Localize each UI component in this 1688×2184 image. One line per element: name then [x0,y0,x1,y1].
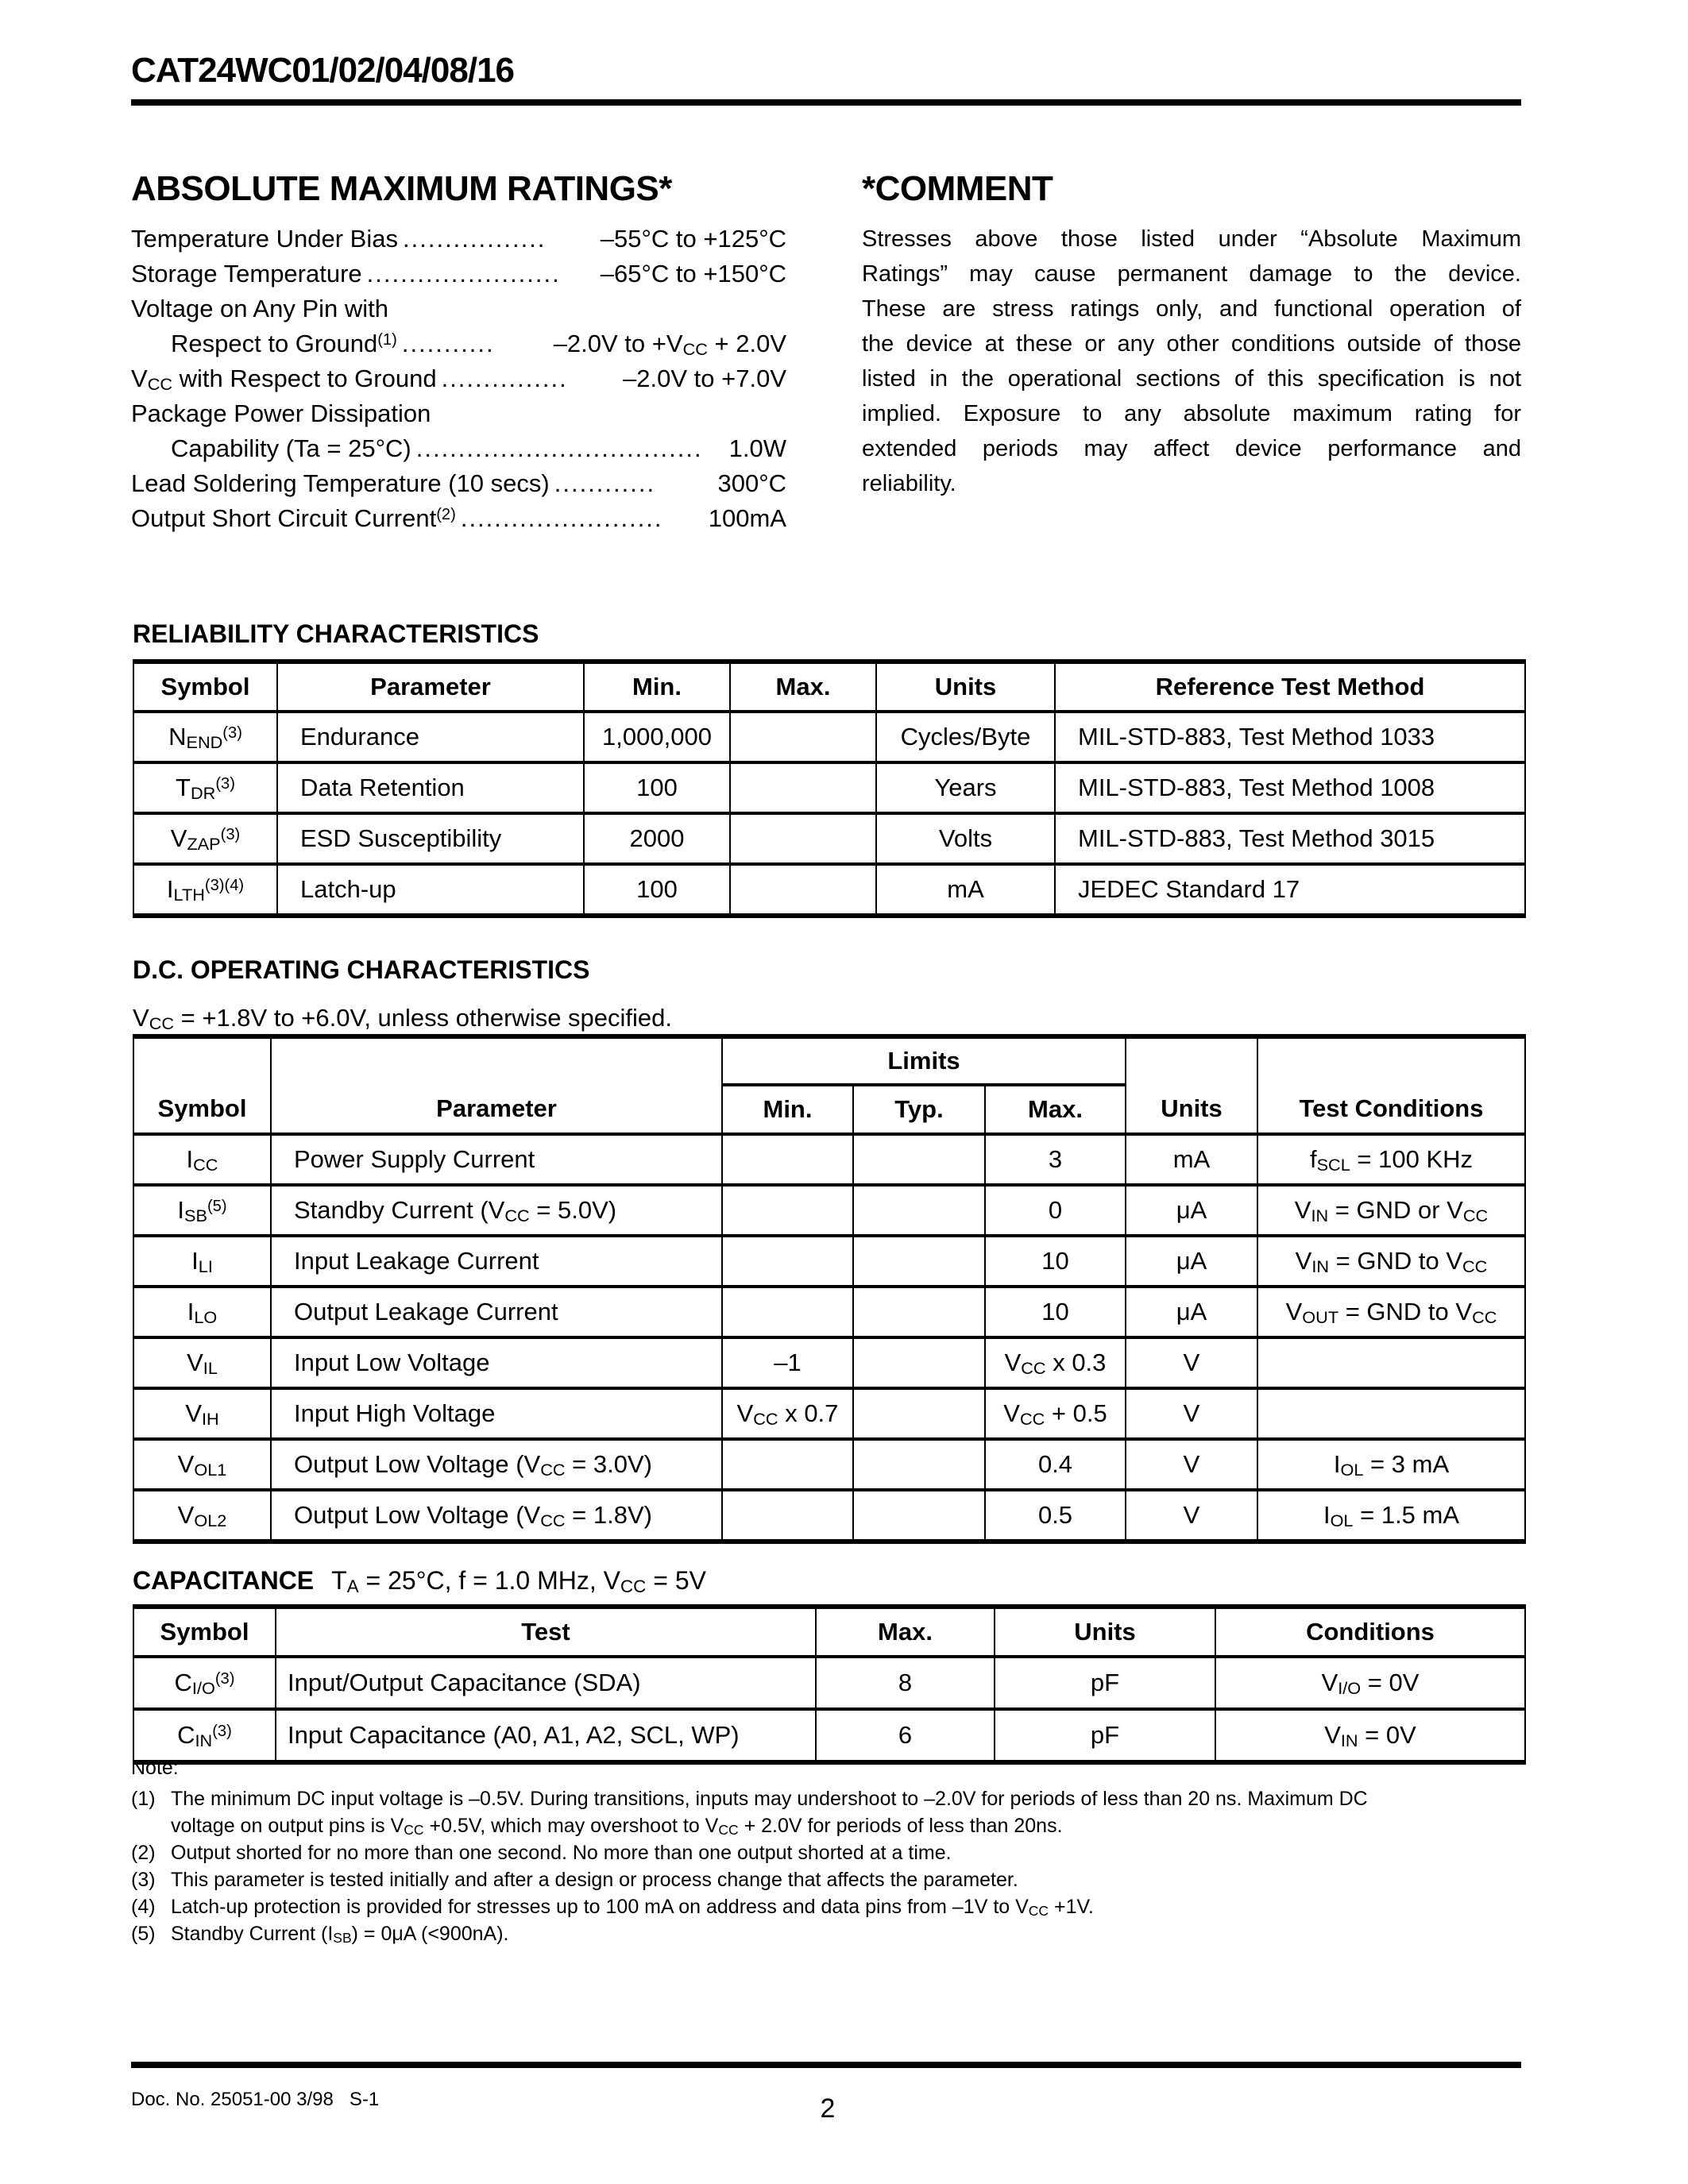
max-cell: 0.5 [985,1490,1126,1542]
note-number: (2) [131,1842,156,1864]
test-conditions-cell: $V_{IN}$ = GND or $V_{CC}$ [1257,1185,1525,1236]
notes-section [131,1754,1529,1947]
note-text [171,1785,1529,1839]
dot-leader: ....................... [366,260,561,287]
rating-value: –65°C to +150°C [600,260,786,287]
min-cell: 100 [584,864,730,916]
test-conditions-cell: $V_{IN}$ = GND to $V_{CC}$ [1257,1236,1525,1287]
units-cell: μA [1126,1236,1257,1287]
rating-line [131,257,786,291]
dot-leader: ................. [403,225,547,253]
table-row [133,1134,1525,1185]
comment-line: These are stress ratings only, and functional operation of [862,296,1521,322]
dc-condition-note: $V_{CC} = +1.8V$ to +6.0V, unless otherwise specified. [133,1004,673,1033]
dot-leader: ........... [401,330,495,357]
capacitance-heading-title: CAPACITANCE [133,1566,315,1595]
note-line: voltage on output pins is $V_{CC} +0.5V$, which may overshoot to $V_{CC} + 2.0V$ for periods of less than 20ns. [171,1815,1063,1839]
notes-label: Note: [131,1757,179,1779]
parameter-cell: Power Supply Current [271,1134,722,1185]
column-header: Reference Test Method [1055,662,1525,712]
max-cell: 0.4 [985,1439,1126,1490]
test-conditions-cell: $I_{OL} = 1.5$ mA [1257,1490,1525,1542]
column-header: Max. [985,1085,1126,1134]
table-row [133,1388,1525,1439]
rating-label: $V_{CC}$ with Respect to Ground [131,365,437,394]
conditions-cell: $V_{I/O} = 0V$ [1215,1657,1525,1709]
reliability-heading: RELIABILITY CHARACTERISTICS [133,619,539,648]
dot-leader: ............... [441,365,568,392]
limits-group-header: Limits [722,1036,1126,1085]
table-row [133,1337,1525,1388]
table-header-row [133,1607,1525,1657]
column-header: Parameter [277,662,584,712]
min-cell [722,1134,853,1185]
units-cell: mA [876,864,1055,916]
document-title: CAT24WC01/02/04/08/16 [131,51,515,90]
parameter-cell: Standby Current $(V_{CC} = 5.0V)$ [271,1185,722,1236]
column-header: Min. [722,1085,853,1134]
test-conditions-cell: $I_{OL} = 3$ mA [1257,1439,1525,1490]
table-row [133,1657,1525,1709]
comment-line: reliability. [862,471,956,496]
test-conditions-cell [1257,1388,1525,1439]
units-cell: mA [1126,1134,1257,1185]
note-number: (1) [131,1788,156,1810]
rating-value: 300°C [717,469,786,497]
dc-operating-table [133,1034,1526,1544]
symbol-cell: $C_{I/O}^{(3)}$ [133,1657,276,1709]
rating-label: Storage Temperature [131,260,362,287]
ref-method-cell: MIL-STD-883, Test Method 1033 [1055,712,1525,762]
column-header: Symbol [133,1607,276,1657]
column-header: Typ. [853,1085,985,1134]
column-header: Symbol [133,1036,271,1134]
table-row [133,1287,1525,1337]
max-cell: 3 [985,1134,1126,1185]
units-cell: pF [995,1657,1215,1709]
column-header: Test Conditions [1257,1036,1525,1134]
parameter-cell: Input High Voltage [271,1388,722,1439]
rating-label: Respect to Ground$^{(1)}$ [171,330,397,357]
test-cell: Input/Output Capacitance (SDA) [276,1657,816,1709]
symbol-cell: $V_{IL}$ [133,1337,271,1388]
units-cell: V [1126,1337,1257,1388]
units-cell: Cycles/Byte [876,712,1055,762]
min-cell [722,1287,853,1337]
units-cell: pF [995,1709,1215,1762]
rating-value: –2.0V to +7.0V [623,365,786,392]
units-cell: V [1126,1439,1257,1490]
symbol-cell: $I_{LO}$ [133,1287,271,1337]
rating-label: Voltage on Any Pin with [131,295,389,322]
max-cell: 6 [816,1709,995,1762]
note-text: Latch-up protection is provided for stresses up to 100 mA on address and data pins from –1V to $V_{CC} +1V$. [171,1896,1094,1920]
comment-line: Stresses above those listed under “Absolute Maximum [862,226,1521,252]
min-cell: 100 [584,762,730,813]
column-header: Max. [730,662,876,712]
reliability-table [133,659,1526,918]
column-header: Max. [816,1607,995,1657]
note-number: (5) [131,1923,156,1945]
comment-line: extended periods may affect device performance and [862,436,1521,461]
table-row [133,762,1525,813]
parameter-cell: Latch-up [277,864,584,916]
doc-number: Doc. No. 25051-00 3/98 S-1 [131,2089,380,2110]
max-cell: 10 [985,1236,1126,1287]
typ-cell [853,1439,985,1490]
rating-label: Capability (Ta = 25°C) [171,434,411,462]
capacitance-heading-conditions: $T_A = 25^\circ C$, f = 1.0 MHz, $V_{CC} = 5V$ [331,1566,706,1597]
rating-label: Package Power Dissipation [131,399,431,427]
comment-heading: *COMMENT [862,169,1053,208]
units-cell: μA [1126,1185,1257,1236]
min-cell: –1 [722,1337,853,1388]
rating-line [131,466,786,501]
rating-label: Temperature Under Bias [131,225,398,253]
symbol-cell: $I_{LTH}^{(3)(4)}$ [133,864,277,916]
table-row [133,1439,1525,1490]
table-row [133,1490,1525,1542]
rating-value: –55°C to +125°C [600,225,786,253]
units-cell: Years [876,762,1055,813]
note-item [131,1839,1529,1866]
rating-label: Output Short Circuit Current$^{(2)}$ [131,504,456,532]
rating-line [131,291,786,326]
parameter-cell: Data Retention [277,762,584,813]
note-text: Output shorted for no more than one second. No more than one output shorted at a time. [171,1842,952,1864]
note-line: The minimum DC input voltage is –0.5V. During transitions, inputs may undershoot to –2.0V for periods of less than 20 ns. Maximum DC [171,1788,1368,1810]
rating-line [131,396,786,431]
dc-operating-heading: D.C. OPERATING CHARACTERISTICS [133,955,590,984]
rating-line [131,326,786,361]
table-row [133,1185,1525,1236]
max-cell: 10 [985,1287,1126,1337]
rating-line [131,431,786,466]
table-row [133,712,1525,762]
symbol-cell: $V_{OL1}$ [133,1439,271,1490]
max-cell [730,864,876,916]
rating-line [131,222,786,257]
parameter-cell: ESD Susceptibility [277,813,584,864]
comment-line: Ratings” may cause permanent damage to the device. [862,261,1521,287]
max-cell: 0 [985,1185,1126,1236]
absolute-maximum-ratings-heading: ABSOLUTE MAXIMUM RATINGS* [131,169,672,208]
column-header: Parameter [271,1036,722,1134]
page-number: 2 [820,2093,836,2124]
note-number: (3) [131,1869,156,1891]
test-conditions-cell [1257,1337,1525,1388]
table-header-row [133,662,1525,712]
note-item [131,1866,1529,1893]
min-cell [722,1236,853,1287]
symbol-cell: $N_{END}^{(3)}$ [133,712,277,762]
min-cell: 1,000,000 [584,712,730,762]
comment-line: listed in the operational sections of this specification is not [862,366,1521,392]
note-text: Standby Current $(I_{SB}) = 0\mu A$ (<900nA). [171,1923,509,1947]
min-cell [722,1439,853,1490]
note-number: (4) [131,1896,156,1918]
units-cell: μA [1126,1287,1257,1337]
parameter-cell: Output Low Voltage $(V_{CC} = 3.0V)$ [271,1439,722,1490]
column-header: Conditions [1215,1607,1525,1657]
rating-line [131,501,786,536]
typ-cell [853,1134,985,1185]
test-conditions-cell: $f_{SCL} = 100$ KHz [1257,1134,1525,1185]
max-cell: 8 [816,1657,995,1709]
symbol-cell: $I_{SB}^{(5)}$ [133,1185,271,1236]
min-cell [722,1185,853,1236]
typ-cell [853,1287,985,1337]
column-header: Test [276,1607,816,1657]
ref-method-cell: MIL-STD-883, Test Method 1008 [1055,762,1525,813]
max-cell: $V_{CC}$ x 0.3 [985,1337,1126,1388]
symbol-cell: $V_{ZAP}^{(3)}$ [133,813,277,864]
ref-method-cell: JEDEC Standard 17 [1055,864,1525,916]
note-item [131,1785,1529,1839]
typ-cell [853,1388,985,1439]
parameter-cell: Output Leakage Current [271,1287,722,1337]
typ-cell [853,1185,985,1236]
parameter-cell: Input Low Voltage [271,1337,722,1388]
min-cell: 2000 [584,813,730,864]
dot-leader: ........................ [460,504,663,532]
capacitance-table [133,1604,1526,1765]
typ-cell [853,1337,985,1388]
min-cell: $V_{CC}$ x 0.7 [722,1388,853,1439]
column-header: Units [1126,1036,1257,1134]
absolute-maximum-ratings-list [131,222,786,536]
note-text: This parameter is tested initially and after a design or process change that affects the parameter. [171,1869,1018,1891]
comment-line: implied. Exposure to any absolute maximum rating for [862,401,1521,426]
rating-label: Lead Soldering Temperature (10 secs) [131,469,550,497]
conditions-cell: $V_{IN} = 0V$ [1215,1709,1525,1762]
max-cell [730,712,876,762]
rating-value: –2.0V to $+V_{CC} + 2.0V$ [553,330,786,359]
units-cell: V [1126,1388,1257,1439]
max-cell [730,813,876,864]
typ-cell [853,1490,985,1542]
parameter-cell: Endurance [277,712,584,762]
column-header: Symbol [133,662,277,712]
table-header-row [133,1036,1525,1085]
rating-value: 1.0W [728,434,786,462]
table-row [133,1236,1525,1287]
parameter-cell: Input Leakage Current [271,1236,722,1287]
max-cell [730,762,876,813]
table-row [133,813,1525,864]
dot-leader: ............ [554,469,656,497]
ref-method-cell: MIL-STD-883, Test Method 3015 [1055,813,1525,864]
dot-leader: .................................. [415,434,703,462]
symbol-cell: $T_{DR}^{(3)}$ [133,762,277,813]
min-cell [722,1490,853,1542]
header-rule [131,99,1521,106]
column-header: Units [995,1607,1215,1657]
units-cell: V [1126,1490,1257,1542]
typ-cell [853,1236,985,1287]
column-header: Min. [584,662,730,712]
rating-line [131,361,786,396]
comment-line: the device at these or any other conditions outside of those [862,331,1521,357]
comment-paragraph [862,222,1521,501]
parameter-cell: Output Low Voltage $(V_{CC} = 1.8V)$ [271,1490,722,1542]
column-header: Units [876,662,1055,712]
test-conditions-cell: $V_{OUT}$ = GND to $V_{CC}$ [1257,1287,1525,1337]
symbol-cell: $I_{LI}$ [133,1236,271,1287]
symbol-cell: $I_{CC}$ [133,1134,271,1185]
test-cell: Input Capacitance (A0, A1, A2, SCL, WP) [276,1709,816,1762]
note-item [131,1920,1529,1947]
max-cell: $V_{CC} + 0.5$ [985,1388,1126,1439]
symbol-cell: $V_{OL2}$ [133,1490,271,1542]
units-cell: Volts [876,813,1055,864]
table-row [133,864,1525,916]
footer-rule [131,2062,1521,2068]
note-item [131,1893,1529,1920]
rating-value: 100mA [708,504,786,532]
symbol-cell: $C_{IN}^{(3)}$ [133,1709,276,1762]
capacitance-heading [133,1566,706,1596]
symbol-cell: $V_{IH}$ [133,1388,271,1439]
